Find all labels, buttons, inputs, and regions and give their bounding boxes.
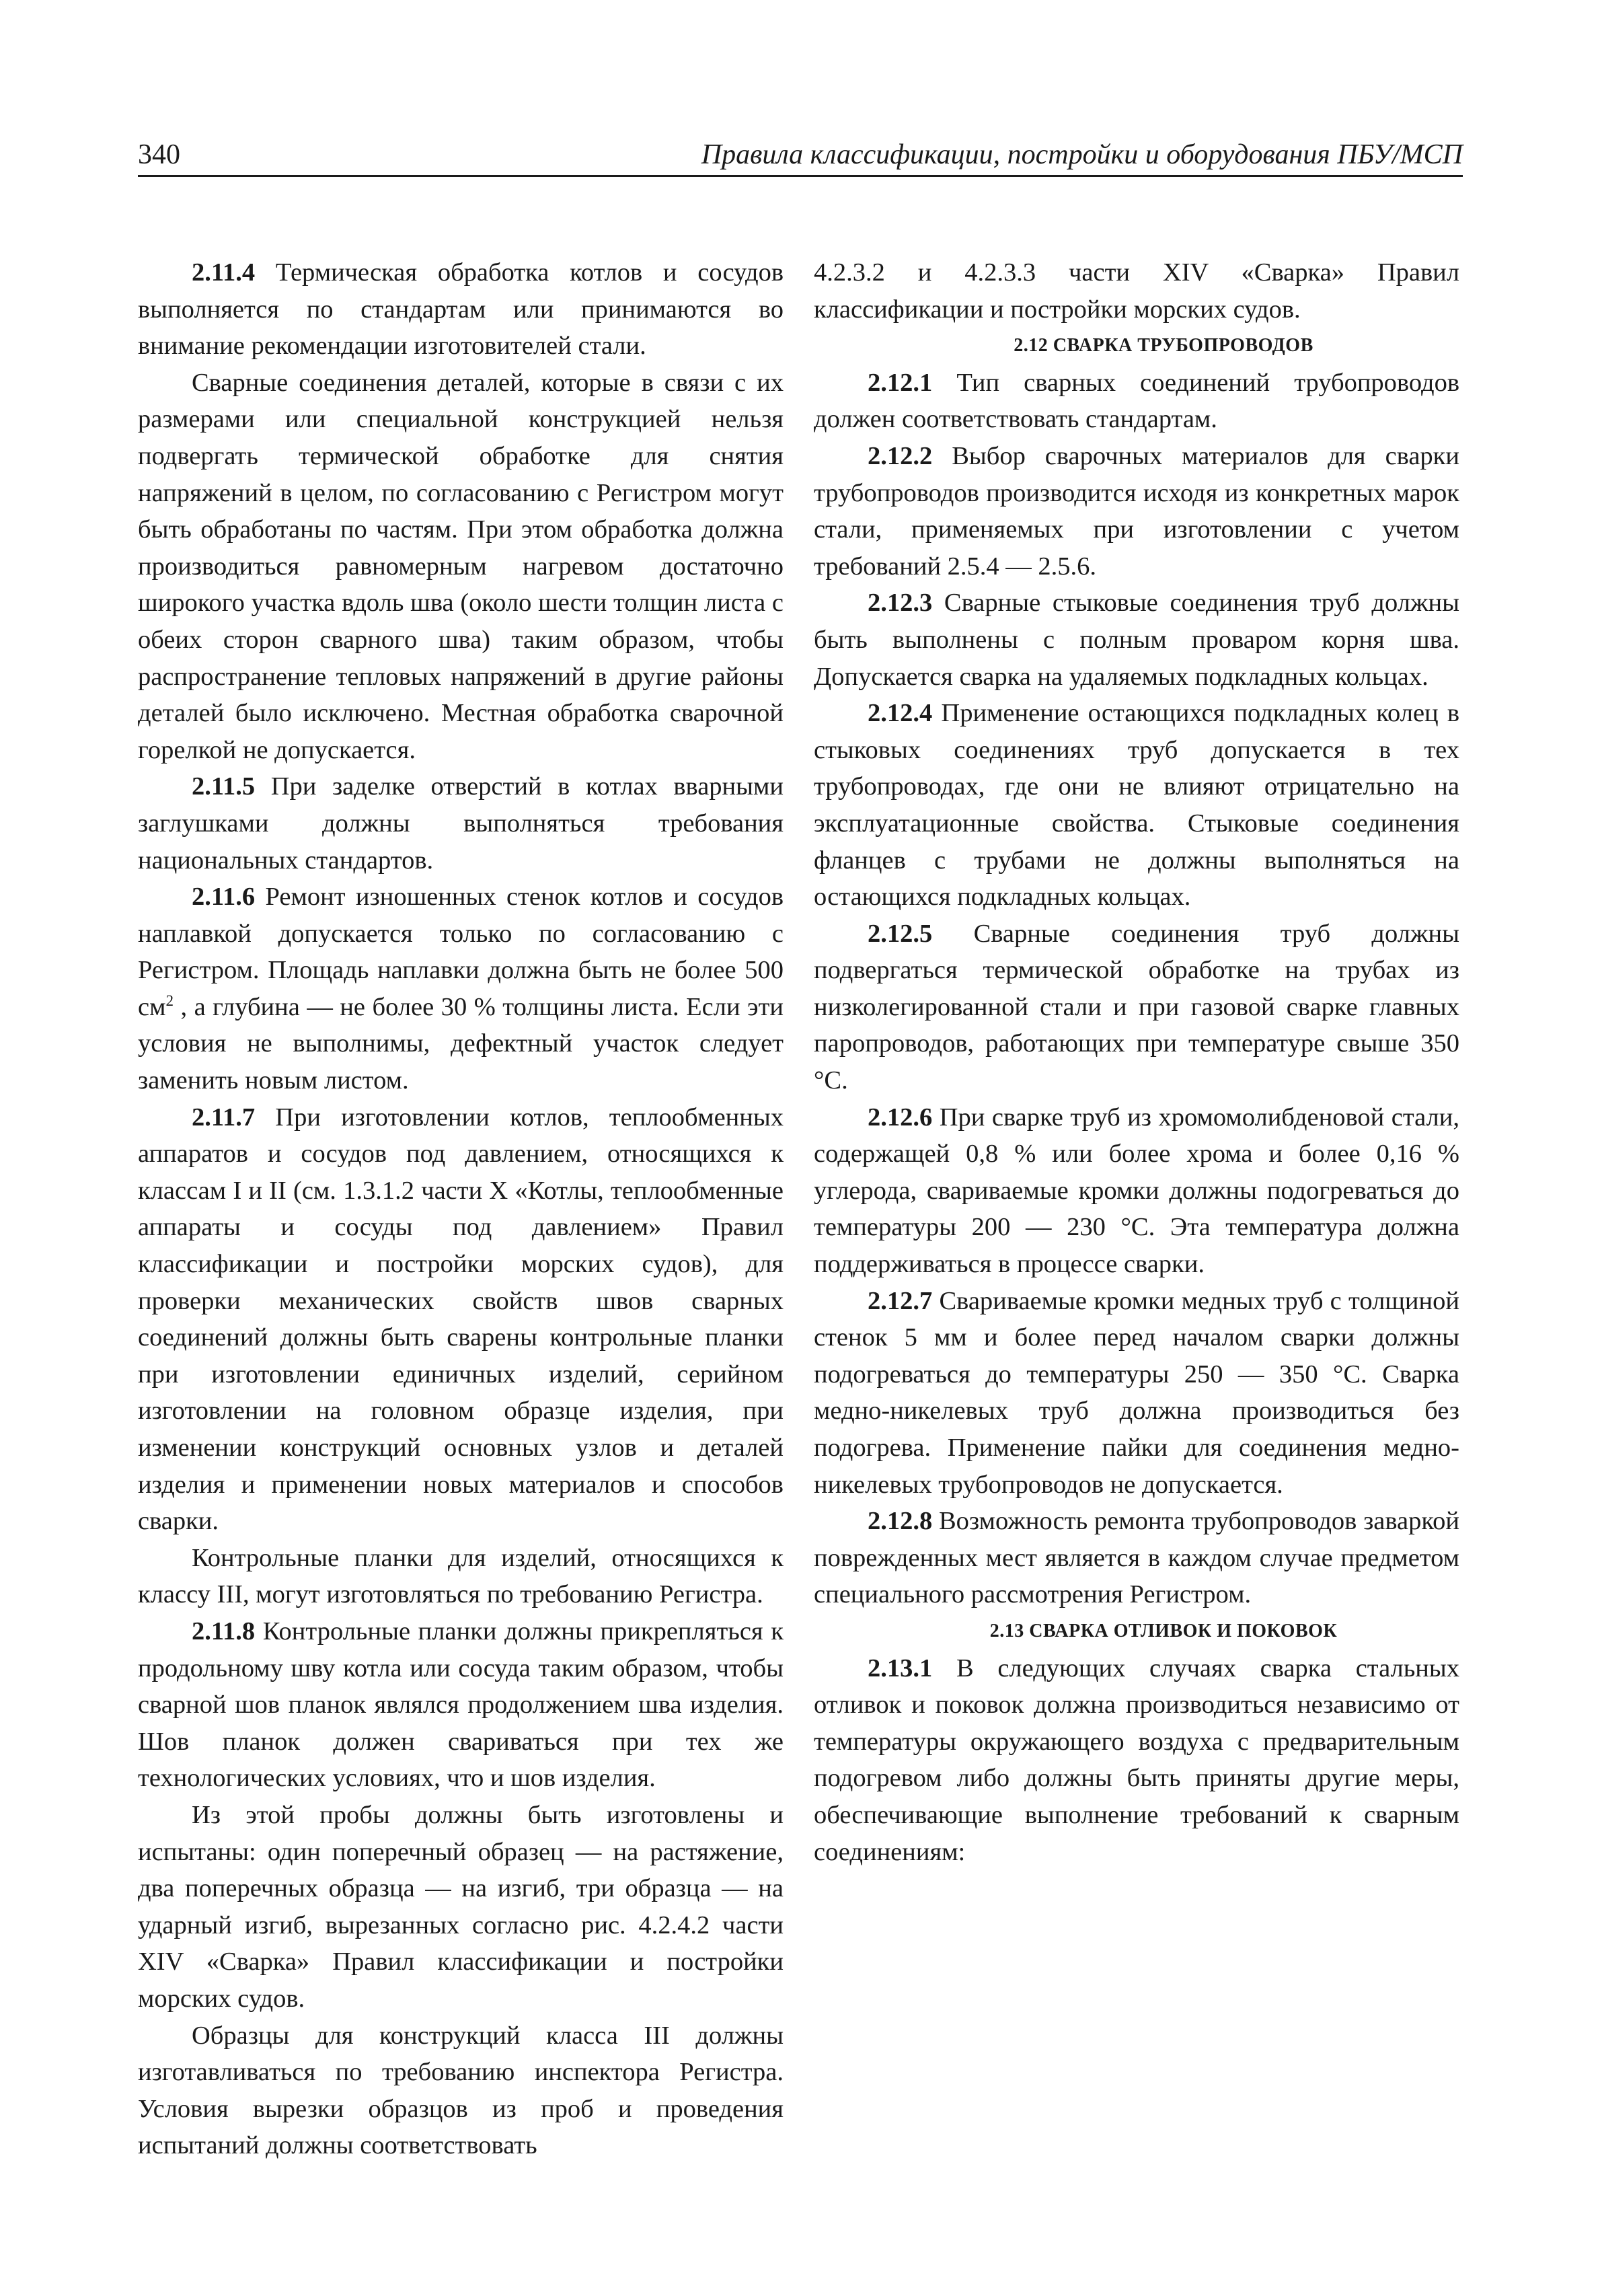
left-column	[138, 254, 784, 2164]
clause-number: 2.11.5	[192, 772, 256, 801]
clause-number: 2.11.7	[192, 1103, 256, 1132]
paragraph-text: Выбор сварочных материалов для сварки трубопроводов производится исходя из конкретных марок стали, применяемых при изготовлении с учетом требований 2.5.4 — 2.5.6.	[814, 441, 1459, 581]
clause-number: 2.12.5	[868, 919, 933, 948]
paragraph-2-11-8	[138, 1613, 784, 1797]
paragraph-text: Термическая обработка котлов и сосудов выполняется по стандартам или принимаются во внимание рекомендации изготовителей стали.	[138, 258, 784, 361]
paragraph-text: Ремонт изношенных стенок котлов и сосудов наплавкой допускается только по согласованию с Регистром. Площадь наплавки должна быть не более 500 см	[138, 883, 784, 1021]
paragraph-text: , а глубина — не более 30 % толщины листа. Если эти условия не выполнимы, дефектный участок следует заменить новым листом.	[138, 992, 784, 1095]
paragraph-2-11-6	[138, 879, 784, 1099]
header-title: Правила классификации, постройки и оборудования ПБУ/МСП	[701, 139, 1463, 170]
paragraph-text: Сварные соединения труб должны подвергаться термической обработке на трубах из низколегированной стали и при газовой сварке главных паропроводов, работающих при температуре свыше 350 °С.	[814, 919, 1459, 1095]
running-header	[138, 132, 1463, 177]
paragraph-text: Сварные стыковые соединения труб должны быть выполнены с полным проваром корня шва. Допускается сварка на удаляемых подкладных кольцах.	[814, 589, 1459, 691]
superscript: 2	[165, 992, 174, 1010]
paragraph-text: В следующих случаях сварка стальных отливок и поковок должна производиться независимо от температуры окружающего воздуха с предварительным подогревом либо должны быть приняты другие меры, обеспечивающие выполнение требований к сварным соединениям:	[814, 1654, 1459, 1866]
paragraph-text: Тип сварных соединений трубопроводов должен соответствовать стандартам.	[814, 368, 1459, 434]
paragraph-text: При заделке отверстий в котлах вварными заглушками должны выполняться требования национальных стандартов.	[138, 772, 784, 875]
page-number: 340	[138, 139, 180, 170]
section-heading-2-12: 2.12 СВАРКА ТРУБОПРОВОДОВ	[1014, 335, 1313, 357]
paragraph-control-class3: Контрольные планки для изделий, относящихся к классу III, могут изготовляться по требованию Регистра.	[138, 1543, 784, 1609]
paragraph-text: Применение остающихся подкладных колец в стыковых соединениях труб допускается в тех трубопроводах, где они не влияют отрицательно на эксплуатационные свойства. Стыковые соединения фланцев с трубами не должны выполняться на остающихся подкладных кольцах.	[814, 699, 1459, 912]
clause-number: 2.12.2	[868, 441, 933, 470]
clause-number: 2.11.4	[192, 258, 256, 287]
clause-number: 2.11.6	[192, 883, 256, 912]
clause-number: 2.13.1	[868, 1654, 933, 1682]
clause-number: 2.12.8	[868, 1507, 933, 1536]
paragraph-2-12-7	[814, 1283, 1459, 1504]
paragraph-samples: Из этой пробы должны быть изготовлены и испытаны: один поперечный образец — на растяжение, два поперечных образца — на изгиб, три образца — на ударный изгиб, вырезанных согласно рис. 4.2.4.2 части XIV «Сварка» Правил классификации и постройки морских судов.	[138, 1800, 784, 2013]
paragraph-2-12-4	[814, 695, 1459, 916]
clause-number: 2.11.8	[192, 1617, 256, 1645]
paragraph-text: Контрольные планки должны прикрепляться к продольному шву котла или сосуда таким образом, чтобы сварной шов планок являлся продолжением шва изделия. Шов планок должен свариваться при тех же технологических условиях, что и шов изделия.	[138, 1617, 784, 1793]
paragraph-welded-parts: Сварные соединения деталей, которые в связи с их размерами или специальной конструкцией нельзя подвергать термической обработке для снятия напряжений в целом, по согласованию с Регистром могут быть обработаны по частям. При этом обработка должна производиться равномерным нагревом достаточно широкого участка вдоль шва (около шести толщин листа с обеих сторон сварного шва) таким образом, чтобы распространение тепловых напряжений в другие районы деталей было исключено. Местная обработка сварочной горелкой не допускается.	[138, 368, 784, 764]
paragraph-2-13-1	[814, 1650, 1459, 1871]
paragraph-text: Свариваемые кромки медных труб с толщиной стенок 5 мм и более перед началом сварки должны подогреваться до температуры 250 — 350 °С. Сварка медно-никелевых труб должна производиться без подогрева. Применение пайки для соединения медно-никелевых трубопроводов не допускается.	[814, 1286, 1459, 1499]
section-heading-2-13: 2.13 СВАРКА ОТЛИВОК И ПОКОВОК	[989, 1620, 1338, 1641]
paragraph-2-12-1	[814, 365, 1459, 438]
paragraph-text: Возможность ремонта трубопроводов заваркой поврежденных мест является в каждом случае предметом специального рассмотрения Регистром.	[814, 1507, 1459, 1609]
paragraph-class3-samples: Образцы для конструкций класса III должны изготавливаться по требованию инспектора Регистра. Условия вырезки образцов из проб и проведения испытаний должны соответствовать	[138, 2021, 784, 2160]
right-column	[814, 254, 1459, 1870]
clause-number: 2.12.6	[868, 1103, 933, 1132]
paragraph-2-11-7	[138, 1099, 784, 1540]
paragraph-2-11-5	[138, 768, 784, 879]
clause-number: 2.12.1	[868, 368, 933, 397]
paragraph-2-12-8	[814, 1503, 1459, 1613]
paragraph-2-12-5	[814, 916, 1459, 1099]
clause-number: 2.12.7	[868, 1286, 933, 1315]
paragraph-2-12-6	[814, 1099, 1459, 1283]
paragraph-2-11-4	[138, 254, 784, 365]
clause-number: 2.12.4	[868, 699, 933, 728]
paragraph-2-12-2	[814, 438, 1459, 585]
paragraph-text: При сварке труб из хромомолибденовой стали, содержащей 0,8 % или более хрома и более 0,16 % углерода, свариваемые кромки должны подогреваться до температуры 200 — 230 °С. Эта температура должна поддерживаться в процессе сварки.	[814, 1103, 1459, 1279]
clause-number: 2.12.3	[868, 589, 933, 618]
paragraph-2-12-3	[814, 585, 1459, 695]
paragraph-text: При изготовлении котлов, теплообменных аппаратов и сосудов под давлением, относящихся к классам I и II (см. 1.3.1.2 части X «Котлы, теплообменные аппараты и сосуды под давлением» Правил классификации и постройки морских судов), для проверки механических свойств швов сварных соединений должны быть сварены контрольные планки при изготовлении единичных изделий, серийном изготовлении на головном образце изделия, при изменении конструкций основных узлов и деталей изделия и применении новых материалов и способов сварки.	[138, 1103, 784, 1536]
paragraph-continuation: 4.2.3.2 и 4.2.3.3 части XIV «Сварка» Правил классификации и постройки морских судов.	[814, 258, 1459, 324]
